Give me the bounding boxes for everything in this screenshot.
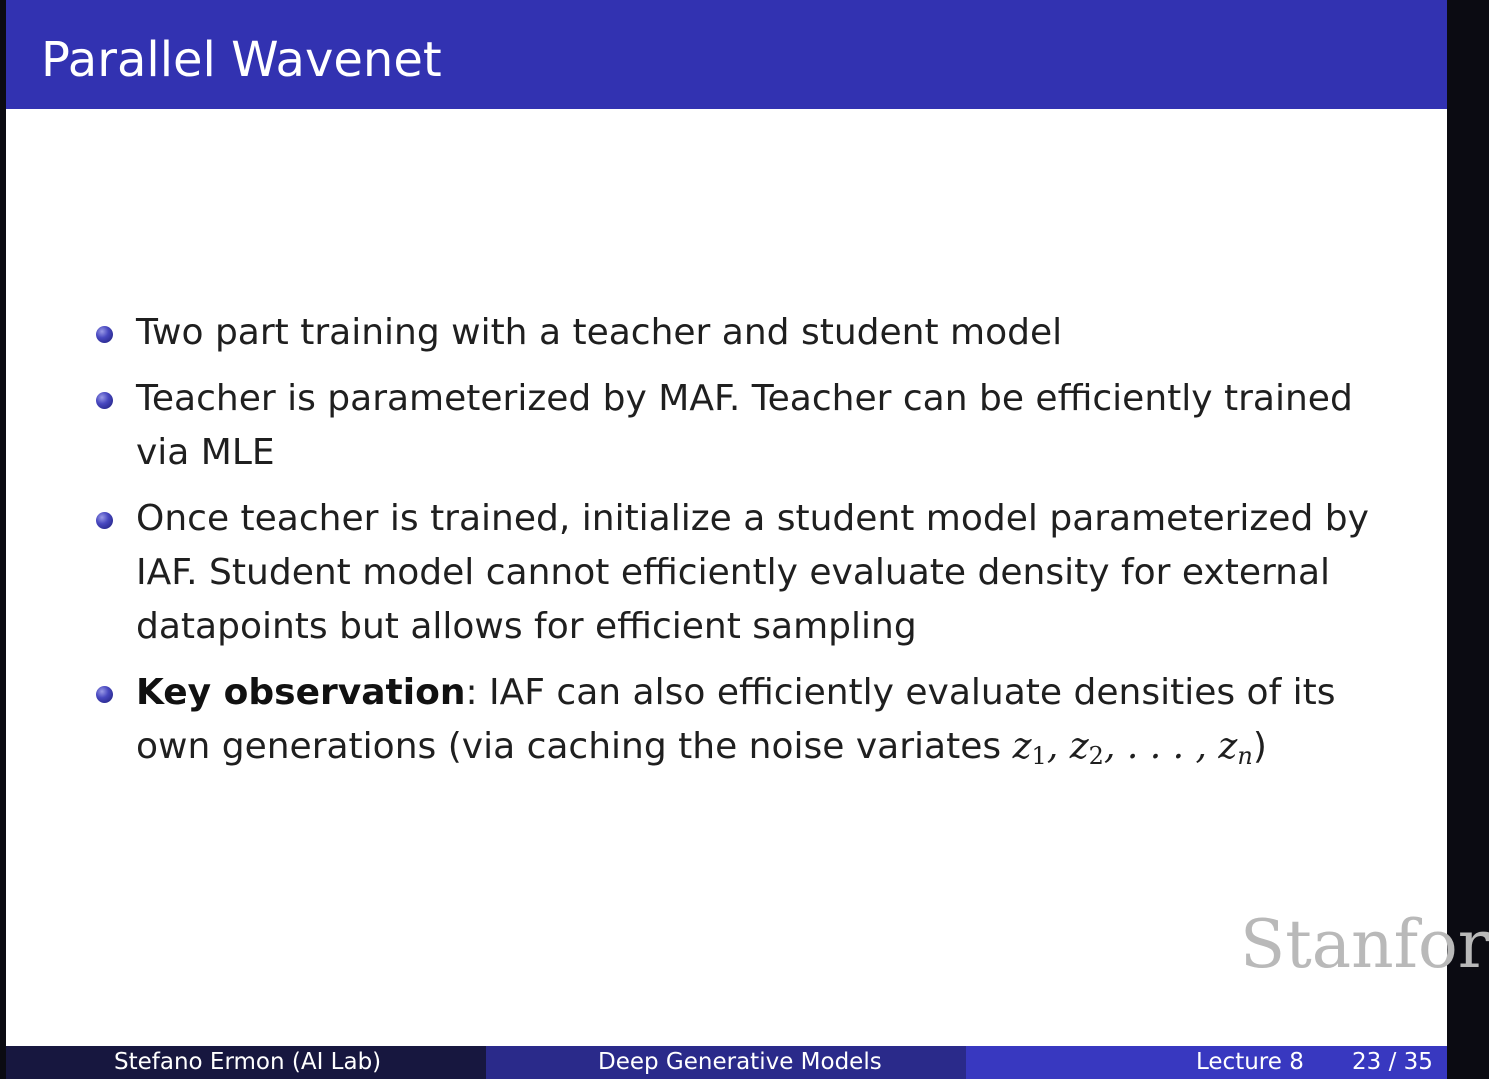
footer-page-number: 23 / 35 xyxy=(1352,1049,1433,1075)
bullet-bold-label: Key observation xyxy=(136,672,466,713)
bullet-list xyxy=(94,306,1384,795)
footer-course: Deep Generative Models xyxy=(598,1049,882,1075)
bullet-item-key-observation xyxy=(94,666,1384,783)
footer-course-section xyxy=(486,1046,966,1079)
bullet-text: : IAF can also efficiently evaluate densities of its own generations (via caching the noise variates xyxy=(136,672,1336,767)
footer-author-section xyxy=(6,1046,486,1079)
bullet-item xyxy=(94,492,1384,654)
bullet-item xyxy=(94,306,1384,360)
bullet-text: Once teacher is trained, initialize a student model parameterized by IAF. Student model cannot efficiently evaluate density for external datapoints but allows for efficient sampling xyxy=(136,498,1369,647)
bullet-dot-icon xyxy=(96,392,113,409)
bullet-dot-icon xyxy=(96,326,113,343)
footer-lecture: Lecture 8 xyxy=(1196,1049,1304,1075)
stanford-logo: Stanfor xyxy=(1240,906,1489,983)
footer-author: Stefano Ermon (AI Lab) xyxy=(114,1049,382,1075)
bullet-close-paren: ) xyxy=(1252,726,1267,767)
noise-variates-math: $z_1$, $z_2$, . . . , $z_n$ xyxy=(1012,726,1253,770)
slide xyxy=(6,0,1489,1079)
bullet-item xyxy=(94,372,1384,480)
bullet-text: Teacher is parameterized by MAF. Teacher can be efficiently trained via MLE xyxy=(136,378,1353,473)
slide-title: Parallel Wavenet xyxy=(41,32,442,88)
footer-bar xyxy=(6,1046,1447,1079)
footer-lecture-section xyxy=(966,1046,1447,1079)
bullet-text: Two part training with a teacher and student model xyxy=(136,312,1063,353)
bullet-dot-icon xyxy=(96,686,113,703)
bullet-dot-icon xyxy=(96,512,113,529)
title-bar xyxy=(6,0,1447,109)
